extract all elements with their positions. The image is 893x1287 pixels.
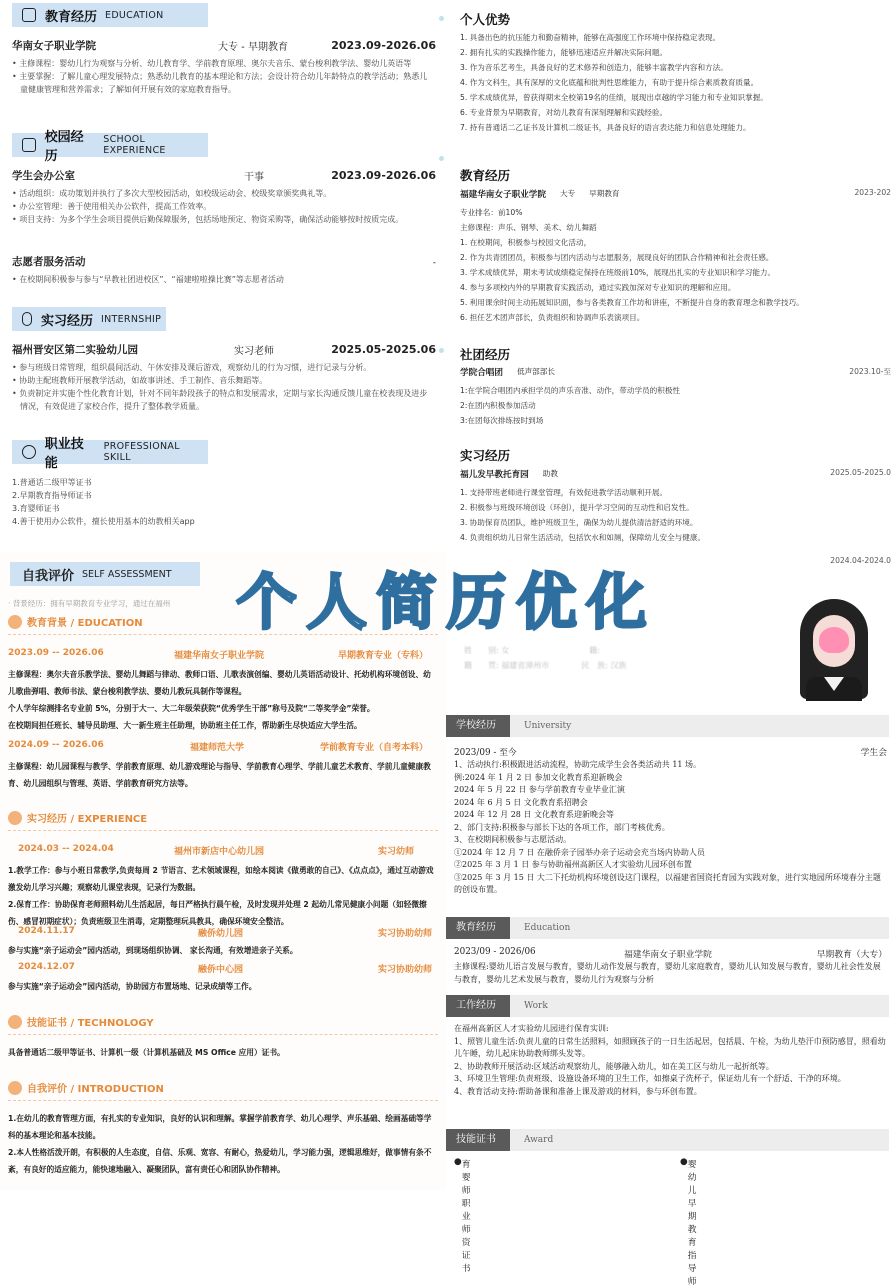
section-title: 教育经历 (45, 9, 98, 25)
section-header-internship (12, 307, 166, 331)
education-bullets (12, 57, 432, 96)
paragraph: 1.在幼儿的教育管理方面，有扎实的专业知识，良好的认识和理解。掌握学前教育学、幼儿心理学、声乐基础、绘画基础等学科的基本理论和基本技能。 (8, 1114, 432, 1140)
list-item: 2:在团内积极参加活动 (460, 401, 536, 410)
list-item: 4. 作为文科生，具有深厚的文化底蕴和批判性思维能力，有助于提升综合素质教育质量。 (460, 78, 759, 87)
major: 早期教育 (589, 189, 620, 198)
award-item: 婴幼儿早期教育指导师 (687, 1160, 697, 1287)
paragraph: 主修课程：奥尔夫音乐教学法、婴幼儿舞蹈与律动、教师口语、儿歌表演创编、婴幼儿英语活动设计、托幼机构环境创设、幼儿歌曲弹唱、教师书法、蒙台梭利教学法、婴幼儿教玩具制作等课程。 (8, 670, 431, 696)
section-bar-award (446, 1129, 889, 1151)
org-name: 学生会办公室 (12, 170, 75, 182)
edu1-text (8, 666, 436, 734)
section-header-campus (12, 130, 208, 164)
school-name: 华南女子职业学院 (12, 40, 96, 52)
building-icon (22, 138, 36, 152)
list-item: 3:在团每次排练按时到场 (460, 416, 544, 425)
role: 实习协助幼师 (378, 929, 433, 939)
exp3-text: 参与实施“亲子运动会”园内活动，协助园方布置场地、记录成绩等工作。 (8, 982, 257, 991)
bullet: • 活动组织：成功策划并执行了多次大型校园活动，如校级运动会、校级奖章颁奖典礼等。 (12, 187, 432, 200)
section-title: 自我评价 / INTRODUCTION (27, 1084, 164, 1095)
volunteer-bullets (12, 273, 432, 286)
org-name: 福州市新店中心幼儿园 (174, 847, 265, 857)
section-title: 自我评价 (22, 568, 75, 584)
skill-item: 4.善于使用办公软件，擅长使用基本的幼教相关app (12, 517, 195, 526)
section-title-en: Award (524, 1135, 554, 1145)
section-header-skills (12, 437, 208, 471)
gear-icon (8, 1015, 22, 1029)
section-title: 个人优势 (460, 12, 511, 27)
list-item: 7. 持有普通话二乙证书及计算机二级证书，具备良好的语言表达能力和信息处理能力。 (460, 123, 751, 132)
list-item: 2024 年 5 月 22 日 参与学前教育专业毕业汇演 (454, 785, 625, 794)
section-title: 实习经历 (460, 448, 511, 463)
skills-list (12, 476, 432, 528)
decor-dot (439, 16, 444, 21)
volunteer-dash: - (432, 258, 436, 268)
date-range: 2024.12.07 (18, 962, 75, 972)
list-item: 4、教育活动支持:帮助备课和准备上课及游戏的材料，参与环创布置。 (454, 1086, 702, 1096)
section-title-en: SCHOOL EXPERIENCE (103, 134, 166, 156)
divider (8, 1034, 438, 1035)
date-range: 2023.09-2026.06 (331, 39, 436, 52)
intern-bullets (12, 361, 432, 413)
intern-row (460, 468, 891, 480)
photo-uniform (806, 677, 862, 701)
divider (8, 830, 438, 831)
section-title: 技能证书 (446, 1129, 510, 1151)
edu-row (460, 188, 891, 200)
overlay-title: 个人简历优化 (236, 568, 657, 638)
bullet: • 办公室管理：善于使用相关办公软件，提高工作效率。 (12, 200, 432, 213)
date-range: 2023.10-至 (849, 367, 891, 376)
section-title: 职业技能 (44, 437, 84, 471)
section-title: 教育经历 (446, 917, 510, 939)
paragraph: 2.本人性格活泼开朗，有积极的人生态度，自信、乐观、宽容、有耐心，热爱幼儿，学习能力强，逻辑思维好，做事情有条不紊，有良好的适应能力，能快速地融入、凝聚团队，富有责任心和团队协作精神。 (8, 1148, 432, 1174)
list-item: 1:在学院合唱团内承担学员的声乐音准、动作，带动学员的积极性 (460, 386, 681, 395)
advantage-list (460, 30, 885, 135)
bullet: • 主要掌握：了解儿童心理发展特点；熟悉幼儿教育的基本理论和方法；会设计符合幼儿年龄特点的教学活动；熟悉儿童健康管理和营养需求；了解如何开展有效的家庭教育指导。 (12, 70, 432, 96)
org-name: 融侨幼儿园 (198, 929, 244, 939)
school-name: 福建华南女子职业学院 (460, 190, 546, 200)
edu-text: 主修课程:婴幼儿语言发展与教育，婴幼儿动作发展与教育，婴幼儿家庭教育，婴幼儿认知发展与教育，婴幼儿社会性发展与教育，婴幼儿艺术发展与教育，婴幼儿行为观察与分析 (454, 962, 881, 984)
education-row (12, 38, 436, 53)
role: 实习幼师 (378, 847, 415, 857)
list-item: 例:2024 年 1 月 2 日 参加文化教育系迎新晚会 (454, 772, 623, 782)
date-range: 2023/09 - 2026/06 (454, 947, 536, 957)
section-header-introduction (8, 1080, 164, 1095)
section-bar-work (446, 995, 889, 1017)
list-item: 主修课程：声乐、钢琴、美术、幼儿舞蹈 (460, 223, 597, 232)
list-item: 1. 支持带班老师进行课堂管理，有效促进教学活动顺利开展。 (460, 488, 668, 497)
bullet: • 协助主配班教师开展教学活动，如故事讲述、手工制作、音乐舞蹈等。 (12, 374, 432, 387)
resume-panel-top-right (446, 0, 893, 565)
faded-text: · 背景经历：拥有早期教育专业学习，通过在福州 (8, 599, 171, 608)
list-item: ①2024 年 12 月 7 日 在融侨亲子园举办亲子运动会充当场内协助人员 (454, 847, 705, 857)
section-header-experience (8, 810, 147, 825)
paragraph: 2.保育工作：协助保育老师照料幼儿生活起居，每日严格执行晨午检，及时发现并处理 2 起幼儿常见健康小问题（如轻微擦伤、感冒初期症状）；负责班级卫生消毒，定期整理玩具教具，确保环境安全整洁。 (8, 900, 427, 926)
section-title-en: University (524, 721, 572, 731)
decor-dot (439, 348, 444, 353)
date-range: 2025.05-2025.0 (830, 468, 891, 477)
paragraph: 个人学年综测排名专业前 5%，分别于大一、大二年级荣获院“优秀学生干部”称号及院“二等奖学金”荣誉。 (8, 704, 375, 713)
divider (8, 1100, 438, 1101)
list-item: 2、协助教师开展活动:区域活动观察幼儿，能够融入幼儿，如在美工区与幼儿一起折纸等。 (454, 1061, 774, 1071)
section-title-en: PROFESSIONAL SKILL (103, 441, 180, 463)
org-name: 学院合唱团 (460, 368, 503, 378)
info-line: 籍 贯: 福建省漳州市 民 族: 汉族 (464, 661, 627, 670)
list-item: 6. 担任艺术团声部长，负责组织和协调声乐表演项目。 (460, 313, 645, 322)
section-header-education (12, 3, 208, 27)
skill-item: 2.早期教育指导师证书 (12, 491, 92, 500)
briefcase-icon (8, 811, 22, 825)
bullet: • 项目支持：为多个学生会项目提供后勤保障服务，包括场地预定、物资采购等，确保活动能够按时按质完成。 (12, 213, 432, 226)
edu2-text: 主修课程：幼儿园课程与教学、学前教育原理、幼儿游戏理论与指导、学前教育心理学、学前儿童艺术教育、学前儿童健康教育、幼儿园组织与管理、英语、学前教育研究方法等。 (8, 762, 431, 788)
school-name: 福建华南女子职业学院 (174, 651, 265, 661)
list-item: 3. 作为音乐艺考生，具备良好的艺术修养和创造力，能够丰富教学内容和方法。 (460, 63, 728, 72)
section-title: 教育背景 / EDUCATION (27, 618, 143, 629)
list-item: 1. 具备出色的抗压能力和勤奋精神，能够在高强度工作环境中保持稳定表现。 (460, 33, 721, 42)
list-item: 3. 协助保育员团队，维护班级卫生，确保为幼儿提供清洁舒适的环境。 (460, 518, 698, 527)
role: 干事 (244, 172, 264, 183)
section-title-en: INTERNSHIP (101, 313, 162, 325)
target-icon (22, 445, 36, 459)
list-item: 6. 专业背景为早期教育，对幼儿教育有深刻理解和实践经验。 (460, 108, 668, 117)
date-range: 2024.09 -- 2026.06 (8, 740, 104, 750)
date-range: 2024.04-2024.0 (830, 556, 891, 565)
campus-row (12, 168, 436, 183)
volunteer-title: 志愿者服务活动 (12, 256, 86, 268)
role: 低声部部长 (516, 367, 555, 376)
section-header-technology (8, 1014, 154, 1029)
school-name: 福建师范大学 (190, 743, 245, 753)
list-item: 1、活动执行:积极跟进活动流程，协助完成学生会各类活动共 11 场。 (454, 760, 702, 769)
award-item: 育婴师职业师资证书 (461, 1160, 471, 1274)
school-name: 福建华南女子职业学院 (624, 950, 712, 960)
section-title-en: SELF ASSESSMENT (82, 568, 172, 580)
skill-item: 1.普通话二级甲等证书 (12, 478, 92, 487)
section-title-en: Education (524, 923, 571, 933)
role: 实习协助幼师 (378, 965, 433, 975)
resume-panel-bottom-right: 姓 别: 女 籍: 籍 贯: 福建省漳州市 民 族: 汉族 学校经历 University 2023/09 - 至今 学生会 1、活动执行:积极跟进活动流程，协助完成学生会各类活动共 11 场。 例:2024 年 1 月 2 日 参加文化教育系迎新晚会 2024 年 5 月 22 日 参与学前教育专业毕业汇演 2024 年 6 月 5 日 文化教育系招聘会 2024 年 12 月 28 日 文化教育系迎新晚会等 2、部门支持:积极参与部长下达的各项工作，部门考核优秀。 3、在校期间积极参与志愿活动。 ①2024 年 12 月 7 日 在融侨亲子园举办亲子运动会充当场内协助人员 ②2025 年 3 月 1 日 参与协助福州高新区人才实验幼儿园环创布置 ③2025 年 3 月 15 日 大二下托幼机构环境创设这门课程，以福建省国资托育园为实践对象，进行实地园所环境春分主题的创设布置。 教育经历 Education 2023/09 - 2026/06 福建华南女子职业学院 早期教育（大专） 主修课程:婴幼儿语言发展与教育，婴幼儿动作发展与教育，婴幼儿家庭教育，婴幼儿认知发展与教育，婴幼儿社会性发展与教育，婴幼儿艺术发展与教育，婴幼儿行为观察与分析 工作经历 Work 在福州高新区人才实验幼儿园进行保育实训: 1、照管儿童生活:负责儿童的日常生活照料，如照顾孩子的一日生活起居，包括晨、午检，为幼儿垫汗巾预防感冒，照看幼儿午睡，幼儿起床协助教师绑头发等。 2、协助教师开展活动:区域活动观察幼儿，能够融入幼儿，如在美工区与幼儿一起折纸等。 3、环境卫生管理:负责班级、设施设备环境的卫生工作，如擦桌子洗杯子，保证幼儿有一个舒适、干净的环境。 4、教育活动支持:帮助备课和准备上课及游戏的材料，参与环创布置。 技能证书 Award ● 育婴师职业师资证书 ● 婴幼儿早期教育指导师 (446, 565, 893, 1190)
section-title: 技能证书 / TECHNOLOGY (27, 1018, 154, 1029)
bullet: • 参与班级日常管理，组织晨间活动、午休安排及课后游戏，观察幼儿的行为习惯，进行记录与分析。 (12, 361, 432, 374)
tech-text: 具备普通话二级甲等证书、计算机一级（计算机基础及 MS Office 应用）证书。 (8, 1048, 285, 1057)
list-item: 5. 利用课余时间主动拓展知识面，参与各类教育工作坊和讲座，不断提升自身的教育理念和教学技巧。 (460, 298, 804, 307)
list-item: 2. 拥有扎实的实践操作能力，能够迅速适应并解决实际问题。 (460, 48, 668, 57)
date-range: 2024.11.17 (18, 926, 75, 936)
list-item: 4. 负责组织幼儿日常生活活动，包括饮水和如厕，保障幼儿安全与健康。 (460, 533, 706, 542)
volunteer-row (12, 254, 436, 269)
section-title: 工作经历 (446, 995, 510, 1017)
bullet: • 主修课程：婴幼儿行为观察与分析、幼儿教育学、学前教育原理、奥尔夫音乐、蒙台梭利教学法、婴幼儿英语等 (12, 57, 432, 70)
intern-row (12, 342, 436, 357)
major: 学前教育专业（自考本科） (320, 743, 429, 753)
list-item: 2. 积极参与班级环境创设（环创），提升学习空间的互动性和启发性。 (460, 503, 694, 512)
thermometer-icon (22, 312, 32, 326)
org-name: 融侨中心园 (198, 965, 244, 975)
exp1-text (8, 862, 436, 930)
section-title: 学校经历 (446, 715, 510, 737)
section-bar-school (446, 715, 889, 737)
section-title: 社团经历 (460, 347, 511, 362)
date-range: 2023.09 -- 2026.06 (8, 648, 104, 658)
section-bar-education (446, 917, 889, 939)
info-line: 姓 别: 女 籍: (464, 646, 600, 655)
decor-dot (439, 156, 444, 161)
skill-item: 3.育婴师证书 (12, 504, 60, 513)
role: 助教 (542, 469, 558, 478)
paragraph: 在校期间担任班长、辅导员助理、大一新生班主任助理，协助班主任工作，帮助新生尽快适应大学生活。 (8, 721, 362, 730)
club-row (460, 366, 891, 378)
date-range: 2023.09-2026.06 (331, 169, 436, 182)
list-item: 1. 在校期间，积极参与校园文化活动， (460, 238, 592, 247)
list-item: 2024 年 12 月 28 日 文化教育系迎新晚会等 (454, 810, 614, 819)
role: 实习老师 (234, 346, 274, 357)
bullet: • 在校期间积极参与参与“早教社团进校区”、“福建啦啦操比赛”等志愿者活动 (12, 273, 432, 286)
list-item: 3、环境卫生管理:负责班级、设施设备环境的卫生工作，如擦桌子洗杯子，保证幼儿有一个舒适、干净的环境。 (454, 1074, 846, 1083)
intro-text (8, 1110, 436, 1178)
list-item: 3、在校期间积极参与志愿活动。 (454, 835, 572, 844)
date-range: 2023-202 (854, 188, 891, 197)
resume-panel-top-left (0, 0, 446, 552)
list-item: 2024 年 6 月 5 日 文化教育系招聘会 (454, 797, 588, 807)
bullet: • 负责制定并实施个性化教育计划，针对不同年龄段孩子的特点和发展需求，定期与家长沟通反馈儿童在校表现及进步情况，有效促进了家校合作，提升了整体教学质量。 (12, 387, 432, 413)
list-item: 专业排名：前10% (460, 208, 523, 217)
level: 大专 (559, 189, 576, 198)
intern-list (460, 485, 885, 545)
edu-list (460, 205, 885, 325)
section-title: 实习经历 / EXPERIENCE (27, 814, 148, 825)
section-title: 校园经历 (44, 130, 84, 164)
section-title-en: EDUCATION (105, 9, 164, 21)
user-icon (8, 1081, 22, 1095)
campus-bullets (12, 187, 432, 226)
date-range: 2025.05-2025.06 (331, 343, 436, 356)
section-title-en: Work (524, 1001, 548, 1011)
role: 学生会 (860, 748, 887, 758)
section-title: 实习经历 (41, 313, 94, 329)
list-item: 4. 参与多项校内外的早期教育实践活动，通过实践加深对专业知识的理解和应用。 (460, 283, 736, 292)
list-item: ③2025 年 3 月 15 日 大二下托幼机构环境创设这门课程，以福建省国资托育园为实践对象，进行实地园所环境春分主题的创设布置。 (454, 872, 881, 894)
org-name: 福州晋安区第二实验幼儿园 (12, 344, 138, 356)
paragraph: 1.教学工作：参与小班日常教学,负责每周 2 节语言、艺术领域课程，如绘本阅读《做勇敢的自己》、《点点点》，通过互动游戏激发幼儿学习兴趣；观察幼儿课堂表现，记录行为数据。 (8, 866, 434, 892)
list-item: 1、照管儿童生活:负责儿童的日常生活照料，如照顾孩子的一日生活起居，包括晨、午检，为幼儿垫汗巾预防感冒，照看幼儿午睡，幼儿起床协助教师绑头发等。 (454, 1036, 886, 1058)
exp2-text: 参与实施“亲子运动会”园内活动，到现场组织协调、 家长沟通，有效增进亲子关系。 (8, 946, 298, 955)
list-item: 2. 作为共青团团员，积极参与团内活动与志愿服务，展现良好的团队合作精神和社会责任感。 (460, 253, 774, 262)
list-item: 3. 学术成绩优异，期末考试成绩稳定保持在班级前10%，展现出扎实的专业知识和学习能力。 (460, 268, 776, 277)
major: 早期教育（大专） (816, 950, 887, 960)
list-item: 在福州高新区人才实验幼儿园进行保育实训: (454, 1024, 609, 1033)
date-range: 2024.03 -- 2024.04 (18, 844, 114, 854)
degree: 大专 - 早期教育 (218, 42, 288, 53)
club-list (460, 383, 885, 428)
major: 早期教育专业（专科） (338, 651, 429, 661)
org-name: 福儿发早教托育园 (460, 470, 529, 480)
list-item: ②2025 年 3 月 1 日 参与协助福州高新区人才实验幼儿园环创布置 (454, 860, 692, 869)
book-icon (22, 8, 36, 22)
section-title: 教育经历 (460, 168, 511, 183)
school-lines (454, 759, 887, 897)
work-lines (454, 1023, 887, 1098)
date-range: 2023/09 - 至今 (454, 748, 517, 758)
overlay-banner (0, 548, 893, 648)
list-item: 5. 学术成绩优异，曾获得期末全校第19名的佳绩，展现出卓越的学习能力和专业知识掌握。 (460, 93, 768, 102)
list-item: 2、部门支持:积极参与部长下达的各项工作，部门考核优秀。 (454, 822, 670, 832)
